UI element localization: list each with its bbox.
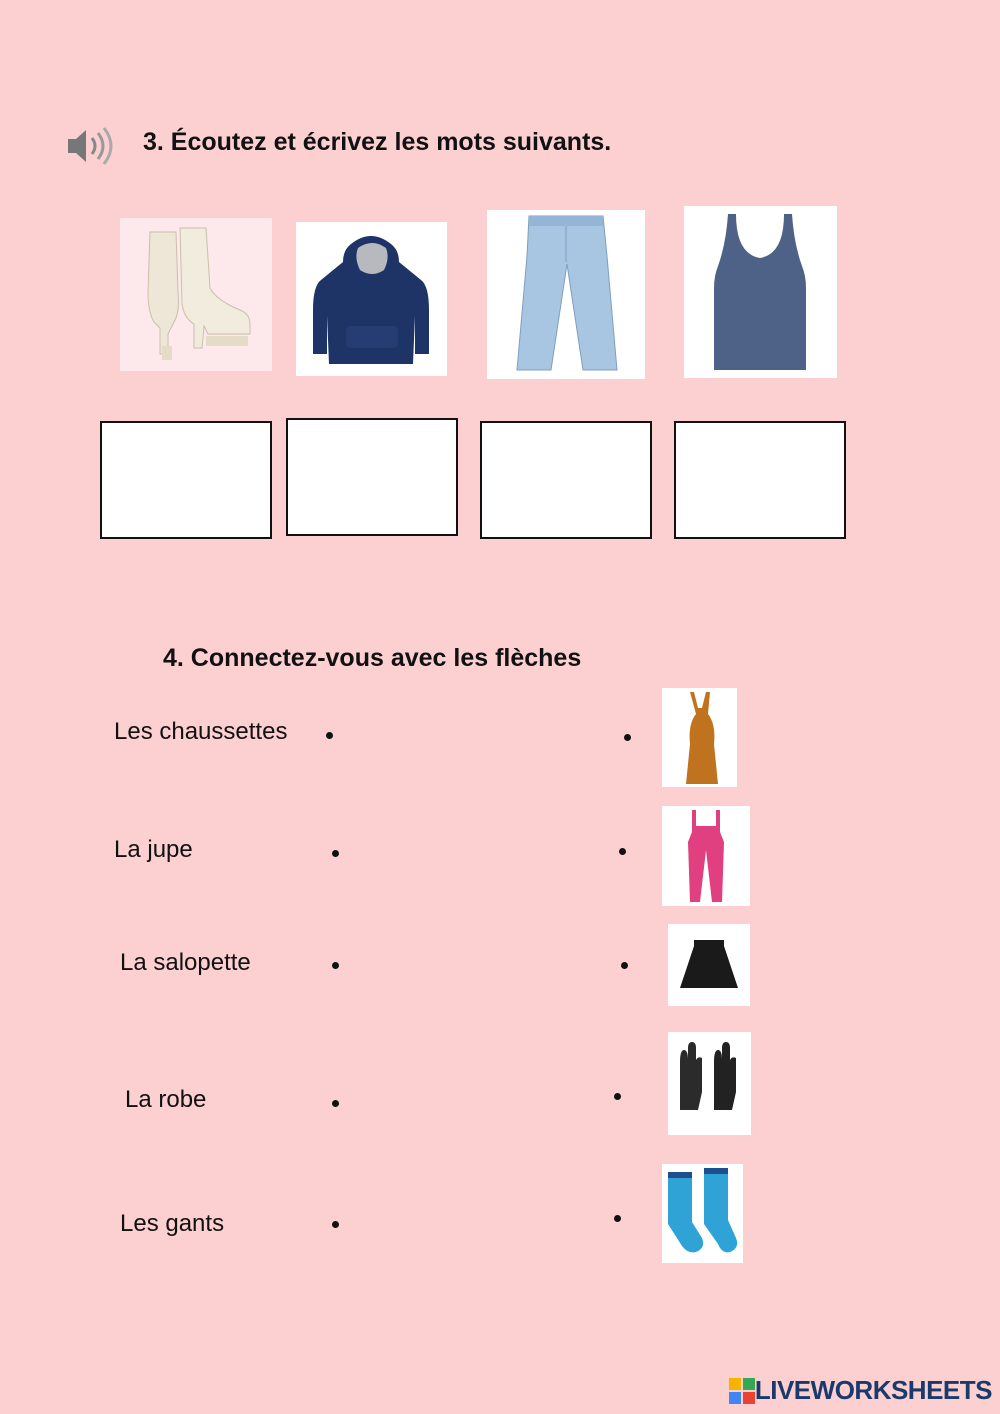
word-les-gants: Les gants [120, 1210, 225, 1237]
exercise3-title: 3. Écoutez et écrivez les mots suivants. [143, 128, 612, 156]
right-dot-1[interactable] [624, 734, 631, 741]
logo-text: LIVEWORKSHEETS [754, 1375, 992, 1405]
word-la-salopette: La salopette [120, 949, 251, 976]
word-les-chaussettes: Les chaussettes [114, 718, 288, 745]
word-la-robe: La robe [125, 1086, 207, 1113]
audio-speaker-icon[interactable] [64, 124, 116, 168]
left-dot-5[interactable] [332, 1221, 339, 1228]
answer-box-2[interactable] [286, 418, 458, 536]
gloves-image [668, 1032, 751, 1135]
tank-top-image [684, 206, 837, 378]
left-dot-1[interactable] [326, 732, 333, 739]
overalls-image [662, 806, 750, 906]
hoodie-image [296, 222, 447, 376]
logo-blocks-icon [729, 1378, 755, 1404]
left-dot-4[interactable] [332, 1100, 339, 1107]
socks-image [662, 1164, 743, 1263]
right-dot-4[interactable] [614, 1093, 621, 1100]
liveworksheets-logo [729, 1375, 992, 1406]
jeans-image [487, 210, 645, 379]
dress-image [662, 688, 737, 787]
right-dot-3[interactable] [621, 962, 628, 969]
left-dot-2[interactable] [332, 850, 339, 857]
ankle-boots-image [120, 218, 272, 371]
left-dot-3[interactable] [332, 962, 339, 969]
word-la-jupe: La jupe [114, 836, 193, 863]
right-dot-2[interactable] [619, 848, 626, 855]
answer-box-3[interactable] [480, 421, 652, 539]
right-dot-5[interactable] [614, 1215, 621, 1222]
exercise4-title: 4. Connectez-vous avec les flèches [163, 644, 582, 672]
answer-box-1[interactable] [100, 421, 272, 539]
skirt-image [668, 924, 750, 1006]
answer-box-4[interactable] [674, 421, 846, 539]
